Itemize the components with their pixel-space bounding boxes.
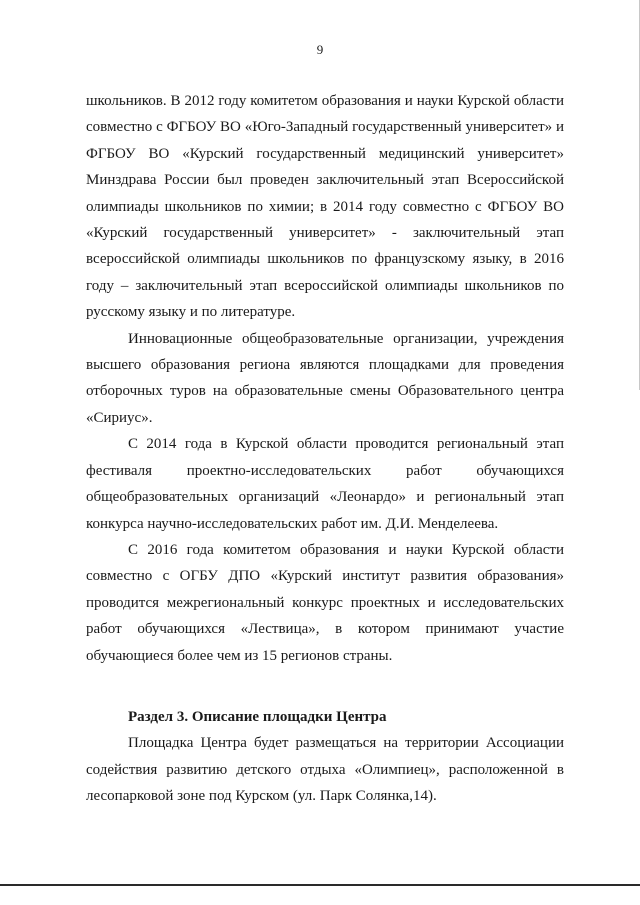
paragraph-innovation-organizations: Инновационные общеобразовательные организации, учреждения высшего образования региона являются площадками для проведения отборочных туров на образовательные смены Образовательного центра «Сириус». [86,330,564,426]
paragraph-lestvitsa-contest: С 2016 года комитетом образования и науки Курской области совместно с ОГБУ ДПО «Курский институт развития образования» проводится межрегиональный конкурс проектных и исследовательских работ обучающихся «Лествица», в котором принимают участие обучающиеся более чем из 15 регионов страны. [86,541,564,664]
document-body [86,88,564,810]
page-number: 9 [316,42,324,57]
paragraph-center-location: Площадка Центра будет размещаться на территории Ассоциации содействия развитию детского отдыха «Олимпиец», расположенной в лесопарковой зоне под Курском (ул. Парк Солянка,14). [86,735,564,805]
page-bottom-line [0,884,640,886]
paragraph-olympiads: школьников. В 2012 году комитетом образования и науки Курской области совместно с ФГБОУ ВО «Юго-Западный государственный университет» и ФГБОУ ВО «Курский государственный медицинский университет» Минздрава России был проведен заключительный этап Всероссийской олимпиады школьников по химии; в 2014 году совместно с ФГБОУ ВО «Курский государственный университет» - заключительный этап всероссийской олимпиады школьников по французскому языку, в 2016 году – заключительный этап всероссийской олимпиады школьников по русскому языку и по литературе. [86,93,564,321]
paragraph-leonardo-festival: С 2014 года в Курской области проводится региональный этап фестиваля проектно-исследовательских работ обучающихся общеобразовательных организаций «Леонардо» и региональный этап конкурса научно-исследовательских работ им. Д.И. Менделеева. [86,436,564,532]
section-heading: Раздел 3. Описание площадки Центра [128,708,387,725]
